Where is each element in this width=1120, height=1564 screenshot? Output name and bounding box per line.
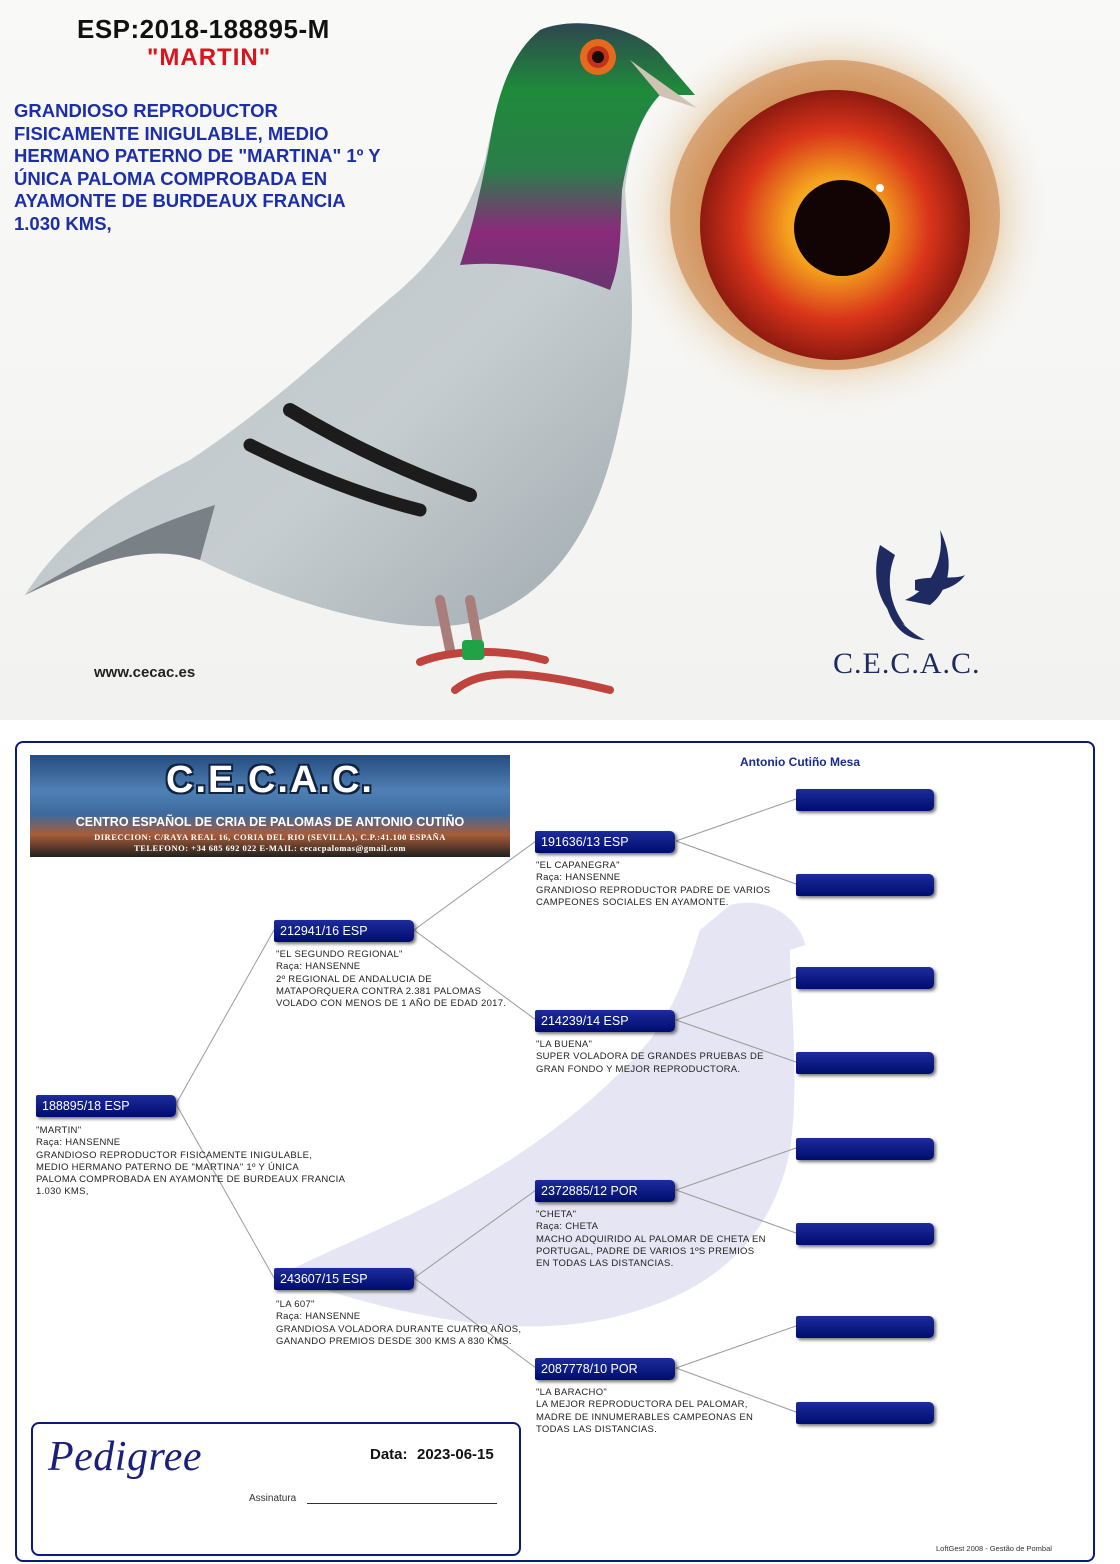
banner-subtitle: CENTRO ESPAÑOL DE CRIA DE PALOMAS DE ANTONIO CUTIÑO (75, 815, 465, 829)
sire-dam-line: GRAN FONDO Y MEJOR REPRODUCTORA. (536, 1063, 741, 1075)
dam-dam-ring[interactable]: 2087778/10 POR (535, 1358, 675, 1380)
banner-contact: TELEFONO: +34 685 692 022 E-MAIL: cecacpalomas@gmail.com (134, 843, 406, 853)
dam-line: "LA 607" (276, 1299, 315, 1310)
dam-sire-line: Raça: CHETA (536, 1221, 599, 1233)
great-grandparent-box[interactable] (796, 1138, 934, 1160)
dam-sire-line: EN TODAS LAS DISTANCIAS. (536, 1258, 674, 1270)
sire-line: Raça: HANSENNE (276, 961, 361, 973)
dam-dam-line: LA MEJOR REPRODUCTORA DEL PALOMAR, (536, 1399, 748, 1411)
dam-sire-line: "CHETA" (536, 1209, 577, 1220)
sire-sire-line: GRANDIOSO REPRODUCTOR PADRE DE VARIOS (536, 884, 771, 896)
sire-sire-info (536, 860, 770, 909)
sire-info (276, 949, 506, 1010)
nickname-title: "MARTIN" (147, 44, 272, 71)
description-line: GRANDIOSO REPRODUCTOR (14, 100, 278, 121)
sire-line: 2º REGIONAL DE ANDALUCIA DE (276, 973, 432, 985)
description-line: FISICAMENTE INIGULABLE, MEDIO (14, 122, 329, 144)
banner-address: DIRECCION: C/RAYA REAL 16, CORIA DEL RIO (SEVILLA), C.P.:41.100 ESPAÑA (94, 832, 446, 842)
dam-dam-line: TODAS LAS DISTANCIAS. (536, 1423, 658, 1435)
dam-ring[interactable]: 243607/15 ESP (274, 1268, 414, 1290)
dam-line: Raça: HANSENNE (276, 1311, 361, 1323)
date-value: 2023-06-15 (417, 1446, 494, 1463)
great-grandparent-box[interactable] (796, 789, 934, 811)
dam-sire-line: PORTUGAL, PADRE DE VARIOS 1ºS PREMIOS (536, 1245, 755, 1257)
dam-sire-line: MACHO ADQUIRIDO AL PALOMAR DE CHETA EN (536, 1233, 766, 1245)
subject-ring[interactable]: 188895/18 ESP (36, 1095, 176, 1117)
sire-line: "EL SEGUNDO REGIONAL" (276, 949, 403, 960)
software-credit: LoftGest 2008 - Gestão de Pombal (936, 1544, 1052, 1553)
ring-id-title: ESP:2018-188895-M (77, 14, 330, 44)
brand-name: C.E.C.A.C. (833, 647, 981, 680)
description-line: AYAMONTE DE BURDEAUX FRANCIA (14, 190, 346, 211)
sire-dam-info (536, 1039, 764, 1076)
cecac-banner (30, 755, 510, 857)
sire-dam-ring[interactable]: 214239/14 ESP (535, 1010, 675, 1032)
great-grandparent-box[interactable] (796, 874, 934, 896)
sire-sire-line: Raça: HANSENNE (536, 872, 621, 884)
great-grandparent-box[interactable] (796, 1052, 934, 1074)
sire-ring[interactable]: 212941/16 ESP (274, 920, 414, 942)
subject-line: Raça: HANSENNE (36, 1137, 121, 1149)
great-grandparent-box[interactable] (796, 967, 934, 989)
banner-logo: C.E.C.A.C. (166, 759, 374, 801)
description-line: HERMANO PATERNO DE "MARTINA" 1º Y (14, 145, 381, 166)
dam-line: GANANDO PREMIOS DESDE 300 KMS A 830 KMS. (276, 1335, 512, 1347)
great-grandparent-box[interactable] (796, 1402, 934, 1424)
sire-sire-line: CAMPEONES SOCIALES EN AYAMONTE. (536, 896, 729, 908)
description-line: ÚNICA PALOMA COMPROBADA EN (14, 167, 328, 189)
sire-line: MATAPORQUERA CONTRA 2.381 PALOMAS (276, 985, 482, 997)
dam-line: GRANDIOSA VOLADORA DURANTE CUATRO AÑOS, (276, 1323, 522, 1335)
description-line: 1.030 KMS, (14, 212, 112, 234)
website-link[interactable]: www.cecac.es (94, 664, 196, 681)
subject-line: "MARTIN" (36, 1125, 82, 1136)
sire-line: VOLADO CON MENOS DE 1 AÑO DE EDAD 2017. (276, 998, 507, 1010)
great-grandparent-box[interactable] (796, 1223, 934, 1245)
subject-line: 1.030 KMS, (36, 1186, 89, 1198)
pedigree-title: Pedigree (48, 1434, 203, 1480)
sire-sire-ring[interactable]: 191636/13 ESP (535, 831, 675, 853)
dam-dam-line: MADRE DE INNUMERABLES CAMPEONAS EN (536, 1411, 754, 1423)
subject-line: PALOMA COMPROBADA EN AYAMONTE DE BURDEAUX FRANCIA (36, 1174, 346, 1186)
dam-sire-info (536, 1209, 766, 1270)
sire-sire-line: "EL CAPANEGRA" (536, 860, 620, 871)
subject-line: GRANDIOSO REPRODUCTOR FISICAMENTE INIGULABLE, (36, 1149, 313, 1161)
date-label: Data: (370, 1446, 408, 1463)
subject-line: MEDIO HERMANO PATERNO DE "MARTINA" 1º Y ÚNICA (36, 1161, 300, 1173)
sire-dam-line: SUPER VOLADORA DE GRANDES PRUEBAS DE (536, 1051, 764, 1063)
signature-line[interactable] (307, 1503, 497, 1504)
dam-dam-line: "LA BARACHO" (536, 1387, 608, 1398)
dam-dam-info (536, 1387, 753, 1436)
owner-name: Antonio Cutiño Mesa (740, 755, 860, 769)
sire-dam-line: "LA BUENA" (536, 1039, 593, 1050)
subject-info (36, 1125, 345, 1199)
dam-info (276, 1299, 521, 1348)
great-grandparent-box[interactable] (796, 1316, 934, 1338)
signature-label: Assinatura (249, 1493, 297, 1504)
dam-sire-ring[interactable]: 2372885/12 POR (535, 1180, 675, 1202)
